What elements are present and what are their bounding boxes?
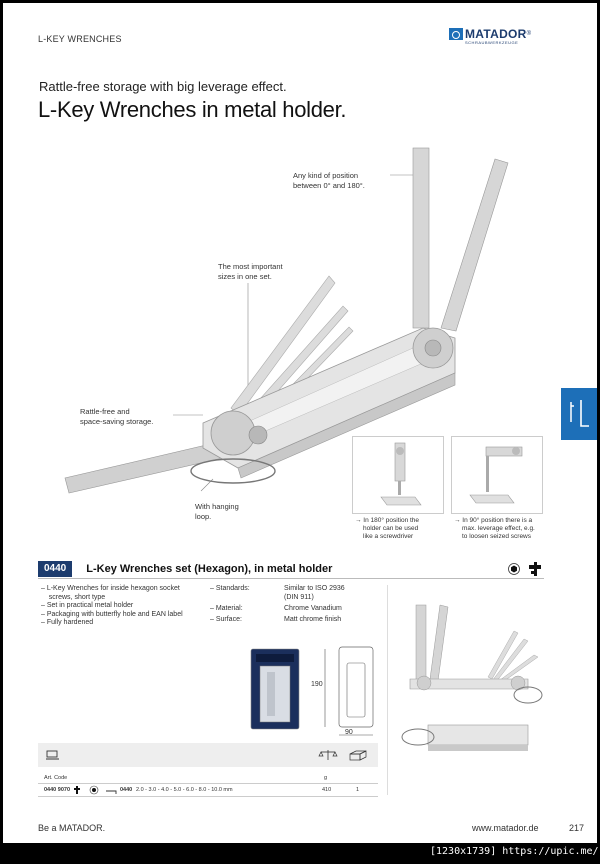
callout-sizes: The most important sizes in one set.: [218, 262, 283, 281]
logo-subtext: SCHRAUBWERKZEUGE: [465, 40, 519, 45]
spec-surface-value: Matt chrome finish: [284, 616, 342, 623]
footer-slogan: Be a MATADOR.: [38, 823, 106, 833]
inset-90-position: [451, 436, 543, 514]
spec-material-value: Chrome Vanadium: [284, 605, 342, 612]
row-qty: 1: [356, 787, 360, 793]
hexagon-icon: [508, 563, 520, 575]
feature-item: – Fully hardened: [41, 619, 94, 626]
feature-list: [41, 585, 183, 628]
feature-item: – L-Key Wrenches for inside hexagon socket: [41, 585, 180, 592]
row-weight: 410: [322, 787, 332, 793]
callout-loop: With hanging loop.: [195, 502, 239, 521]
l-key-icon: [561, 388, 597, 440]
footer-url-link[interactable]: www.matador.de: [472, 823, 539, 833]
product-code: 0440: [38, 561, 72, 577]
product-separator: [38, 578, 544, 579]
hero-title: L-Key Wrenches in metal holder.: [38, 97, 347, 122]
pack-height-dim: 190: [311, 681, 323, 688]
header-art-code: Art. Code: [44, 775, 68, 781]
inset-90-caption: → In 90° position there is a max. leverage effect, e.g. to loosen seized screws: [454, 517, 535, 540]
inset-180-caption: → In 180° position the holder can be used like a screwdriver: [355, 517, 420, 540]
header-weight-unit: g: [324, 775, 328, 781]
feature-item: screws, short type: [41, 593, 106, 601]
row-sizes: 2.0 - 3.0 - 4.0 - 5.0 - 6.0 - 8.0 - 10.0 mm: [136, 787, 233, 793]
pack-width-dim: 90: [345, 729, 353, 736]
row-icons: [74, 785, 124, 795]
scale-icon: [318, 749, 338, 761]
hero-subtitle: Rattle-free storage with big leverage effect.: [39, 79, 287, 94]
product-header: [38, 561, 332, 577]
callout-position: Any kind of position between 0° and 180°.: [293, 171, 365, 190]
matador-logo: MATADOR ® SCHRAUBWERKZEUGE: [449, 27, 531, 41]
product-photo-box: [387, 585, 545, 795]
watermark: [1230x1739] https://upic.me/: [430, 846, 599, 857]
logo-mark: [449, 28, 463, 40]
butterfly-hole-icon: [529, 562, 541, 576]
callout-storage: Rattle-free and space-saving storage.: [80, 407, 154, 426]
logo-text: MATADOR: [465, 27, 527, 41]
packaging-photo: [250, 648, 300, 730]
spec-standards-label: – Standards:: [210, 585, 250, 592]
row-code: 0440: [120, 787, 133, 793]
wrench-icon: [46, 749, 60, 761]
leverage-position-illustration: [452, 437, 542, 513]
screwdriver-position-illustration: [353, 437, 443, 513]
feature-item: – Set in practical metal holder: [41, 602, 134, 609]
product-name: L-Key Wrenches set (Hexagon), in metal holder: [86, 563, 333, 575]
product-photo: [388, 585, 545, 795]
row-art-code: 0440 9070: [44, 787, 70, 793]
catalog-page: [3, 3, 597, 843]
spec-surface-label: – Surface:: [210, 616, 242, 623]
article-table: [38, 743, 378, 799]
page-number: 217: [569, 823, 585, 833]
box-icon: [348, 749, 368, 761]
section-label: L-KEY WRENCHES: [38, 34, 122, 44]
spec-standards-value: Similar to ISO 2936 (DIN 911): [284, 585, 345, 601]
feature-item: – Packaging with butterfly hole and EAN label: [41, 610, 183, 618]
dimension-drawing: [321, 643, 383, 741]
category-tab: [561, 388, 597, 440]
inset-180-position: [352, 436, 444, 514]
spec-material-label: – Material:: [210, 605, 243, 612]
